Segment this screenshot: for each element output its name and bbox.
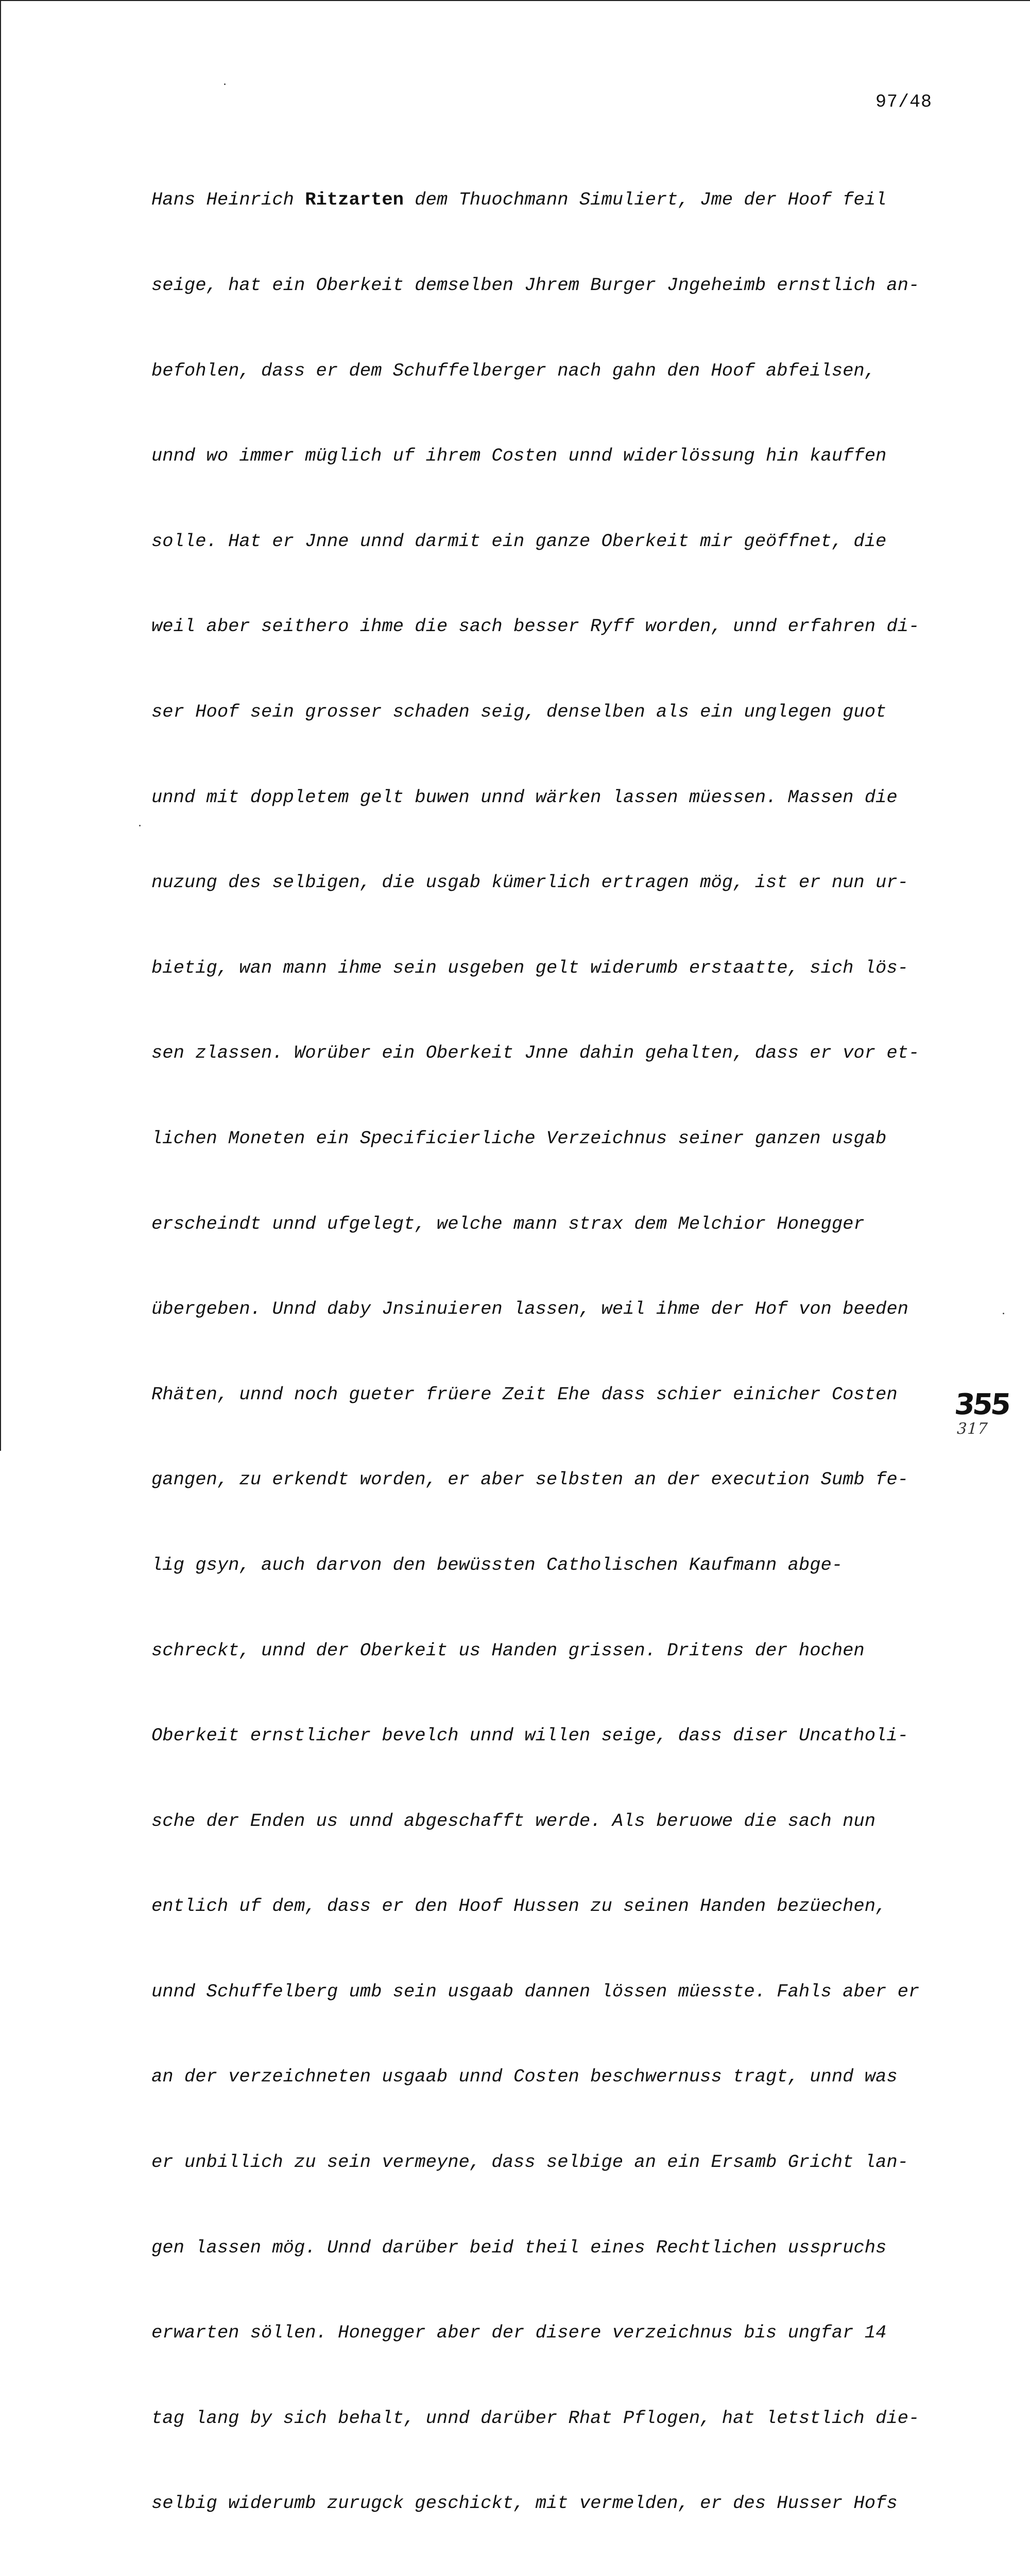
text-line: schreckt, unnd der Oberkeit us Handen grissen. Dritens der hochen [151, 1639, 865, 1661]
stamp-subnumber: 317 [954, 1420, 990, 1438]
text-line: seige, hat ein Oberkeit demselben Jhrem Burger Jngeheimb ernstlich an- [151, 275, 920, 296]
page-number: 97/48 [875, 92, 932, 112]
text-line: gangen, zu erkendt worden, er aber selbsten an der execution Sumb fe- [151, 1469, 908, 1490]
text-line: an der verzeichneten usgaab unnd Costen beschwernuss tragt, unnd was [151, 2066, 898, 2088]
text-line: Rhäten, unnd noch gueter früere Zeit Ehe dass schier einicher Costen [151, 1383, 898, 1405]
text-line: erscheindt unnd ufgelegt, welche mann strax dem Melchior Honegger [151, 1213, 865, 1234]
text-line: erwarten söllen. Honegger aber der disere verzeichnus bis ungfar 14 [151, 2322, 887, 2344]
scan-speck [224, 83, 226, 85]
document-body [151, 129, 955, 2576]
text-line: bietig, wan mann ihme sein usgeben gelt widerumb erstaatte, sich lös- [151, 957, 908, 978]
person-name: Ritzarten [305, 189, 404, 211]
archive-page-stamp [955, 1388, 1011, 1445]
stamp-number: 355 [953, 1388, 1011, 1421]
text-line: unnd Schuffelberg umb sein usgaab dannen lössen müesste. Fahls aber er [151, 1980, 920, 2002]
text-line: lig gsyn, auch darvon den bewüssten Catholischen Kaufmann abge- [151, 1554, 843, 1575]
text-line: selbig widerumb zurugck geschickt, mit vermelden, er des Husser Hofs [151, 2493, 898, 2514]
text-line: tag lang by sich behalt, unnd darüber Rhat Pflogen, hat letstlich die- [151, 2407, 920, 2429]
text-line: unnd wo immer müglich uf ihrem Costen unnd widerlössung hin kauffen [151, 445, 887, 467]
text-line [151, 185, 955, 214]
text-line: übergeben. Unnd daby Jnsinuieren lassen, weil ihme der Hof von beeden [151, 1298, 908, 1320]
scan-speck [1003, 1313, 1004, 1314]
line-text-before-name: Hans Heinrich [151, 189, 305, 211]
text-line: sen zlassen. Worüber ein Oberkeit Jnne dahin gehalten, dass er vor et- [151, 1042, 920, 1064]
text-line: Oberkeit ernstlicher bevelch unnd willen seige, dass diser Uncatholi- [151, 1725, 908, 1747]
text-line: er unbillich zu sein vermeyne, dass selbige an ein Ersamb Gricht lan- [151, 2151, 908, 2173]
line-text-after-name: dem Thuochmann Simuliert, Jme der Hoof feil [403, 189, 887, 211]
text-line: nuzung des selbigen, die usgab kümerlich ertragen mög, ist er nun ur- [151, 872, 908, 893]
text-line: gen lassen mög. Unnd darüber beid theil eines Rechtlichen usspruchs [151, 2236, 887, 2258]
text-line: ser Hoof sein grosser schaden seig, denselben als ein unglegen guot [151, 701, 887, 722]
text-line: lichen Moneten ein Specificierliche Verzeichnus seiner ganzen usgab [151, 1127, 887, 1149]
scan-speck [139, 825, 141, 826]
text-line: weil aber seithero ihme die sach besser Ryff worden, unnd erfahren di- [151, 616, 920, 637]
text-line: befohlen, dass er dem Schuffelberger nach gahn den Hoof abfeilsen, [151, 360, 876, 381]
text-line [151, 2574, 955, 2576]
text-line: sche der Enden us unnd abgeschafft werde. Als beruowe die sach nun [151, 1810, 876, 1832]
text-line: solle. Hat er Jnne unnd darmit ein ganze Oberkeit mir geöffnet, die [151, 530, 887, 552]
text-line: unnd mit doppletem gelt buwen unnd wärken lassen müessen. Massen die [151, 786, 898, 808]
text-line: entlich uf dem, dass er den Hoof Hussen zu seinen Handen bezüechen, [151, 1895, 887, 1917]
